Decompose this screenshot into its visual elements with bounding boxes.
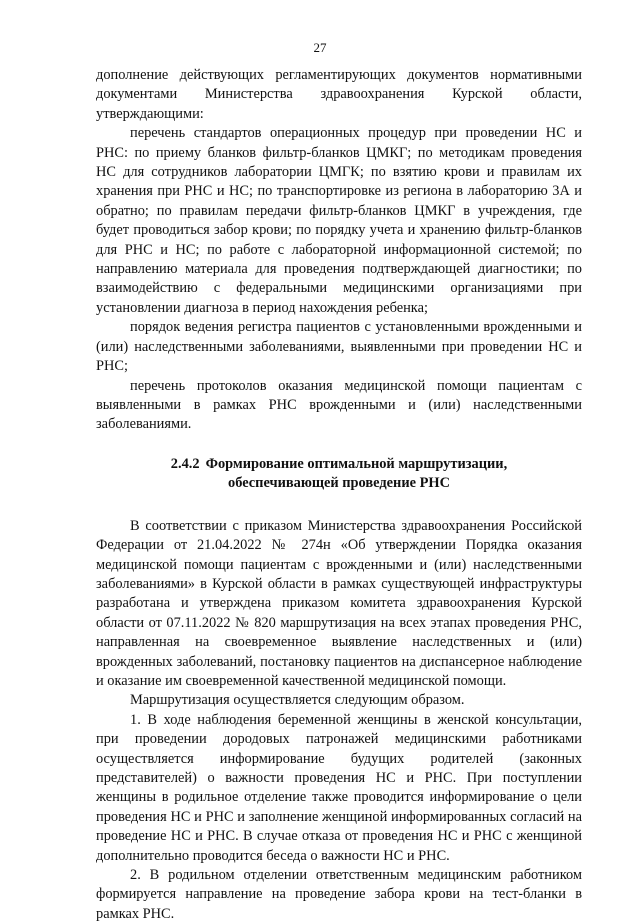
section-title-line1: Формирование оптимальной маршрутизации,: [205, 455, 508, 472]
document-body: [96, 66, 582, 924]
paragraph-order: В соответствии с приказом Министерства здравоохранения Российской Федерации от 21.04.2022 № 274н «Об утверждении Порядка оказания медицинской помощи пациентам с врожденными и (или) наследственными заболеваниями» в Курской области в рамках существующей инфраструктуры разработана и утверждена приказом комитета здравоохранения Курской области от 07.11.2022 № 820 маршрутизация на всех этапах проведения РНС, направленная на своевременное выявление наследственных и (или) врожденных заболеваний, постановку пациентов на диспансерное наблюдение и оказание им своевременной качественной медицинской помощи.: [96, 517, 582, 689]
section-title-line2: обеспечивающей проведение РНС: [228, 474, 450, 491]
paragraph-intro: дополнение действующих регламентирующих документов нормативными документами Министерства здравоохранения Курской области, утверждающими:: [96, 67, 582, 122]
paragraph-protocols: перечень протоколов оказания медицинской помощи пациентам с выявленными в рамках РНС врожденными и (или) наследственными заболеваниями.: [96, 377, 582, 433]
section-heading-line1: [96, 455, 582, 474]
section-number: 2.4.2: [170, 455, 200, 472]
paragraph-step-2: 2. В родильном отделении ответственным медицинским работником формируется направление на проведение забора крови на тест-бланки в рамках РНС.: [96, 867, 582, 922]
paragraph-registry: порядок ведения регистра пациентов с установленными врожденными и (или) наследственными заболеваниями, выявленными при проведении НС и РНС;: [96, 319, 582, 375]
paragraph-routing-intro: Маршрутизация осуществляется следующим образом.: [130, 692, 465, 709]
page-number: 27: [313, 40, 327, 55]
section-heading: [96, 455, 582, 493]
paragraph-sop-list: перечень стандартов операционных процедур при проведении НС и РНС: по приему бланков фильтр-бланков ЦМКГ; по методикам проведения НС для сотрудников лаборатории ЦМГК; по взятию крови и правилам их хранения при РНС и НС; по транспортировке из региона в лабораторию 3А и обратно; по правилам передачи фильтр-бланков ЦМКГ в учреждения, где будет проводиться забор крови; по порядку учета и хранению фильтр-бланков для РНС и НС; по работе с лабораторной информационной системой; по направлению материала для проведения подтверждающей диагностики; по взаимодействию с федеральными медицинскими организациями при установлении диагноза в период нахождения ребенка;: [96, 125, 582, 316]
paragraph-step-1: 1. В ходе наблюдения беременной женщины в женской консультации, при проведении дородовых патронажей медицинскими работниками осуществляется информирование будущих родителей (законных представителей) о важности проведения НС и РНС. При поступлении женщины в родильное отделение также проводится информирование о цели проведения НС и РНС и заполнение женщиной информированных согласий на проведение НС и РНС. В случае отказа от проведения НС и РНС с женщиной дополнительно проводится беседа о важности НС и РНС.: [96, 711, 582, 864]
